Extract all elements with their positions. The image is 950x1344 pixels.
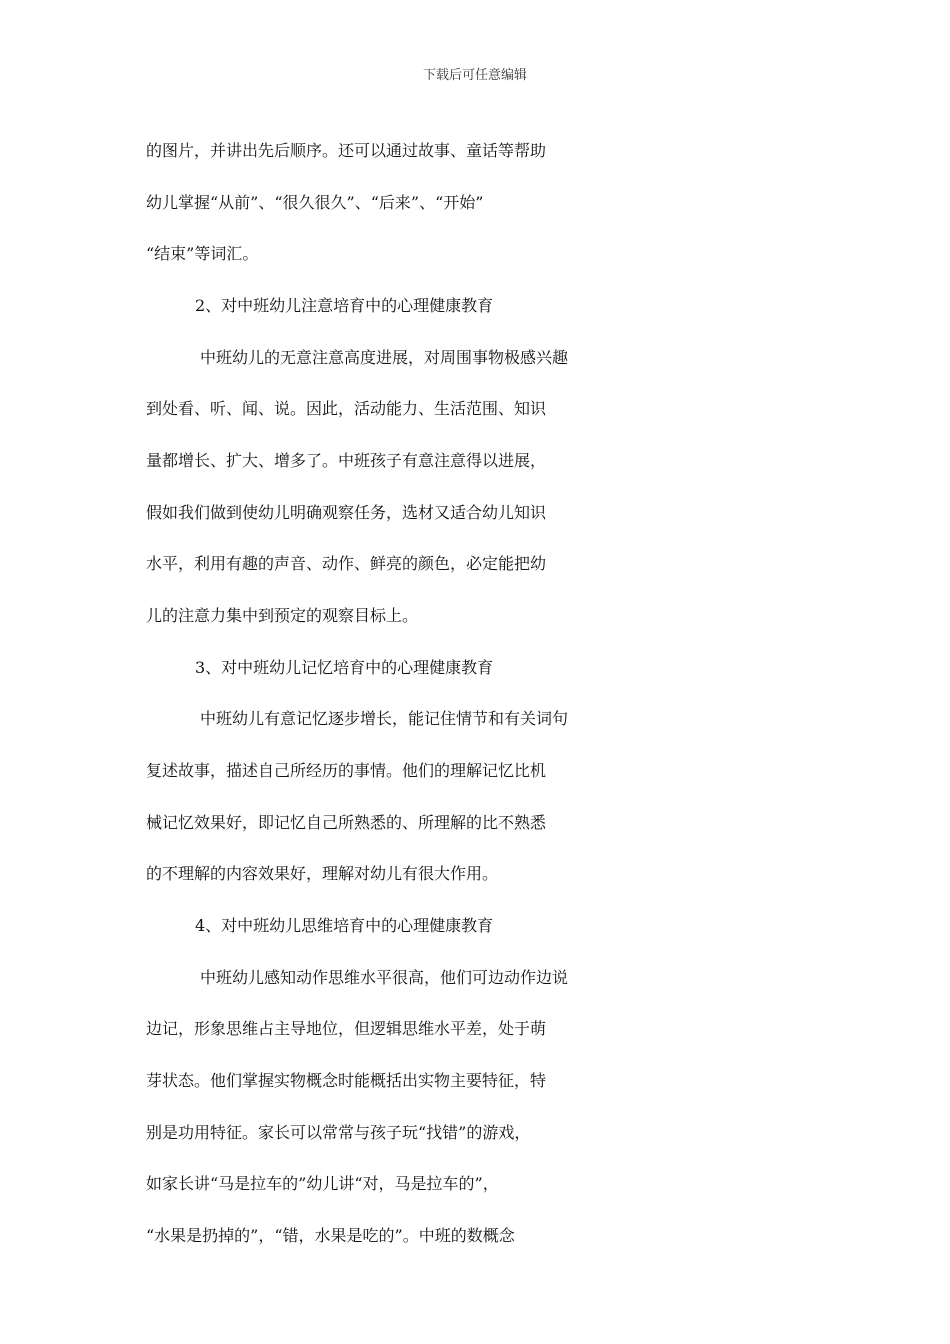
text-line: 的图片，并讲出先后顺序。还可以通过故事、童话等帮助 — [146, 141, 547, 160]
text-line: 水平，利用有趣的声音、动作、鲜亮的颜色，必定能把幼 — [146, 554, 547, 573]
section-heading: 4、对中班幼儿思维培育中的心理健康教育 — [195, 916, 494, 935]
text-line: 到处看、听、闻、说。因此，活动能力、生活范围、知识 — [146, 399, 547, 418]
text-line: 的不理解的内容效果好，理解对幼儿有很大作用。 — [146, 864, 499, 883]
text-line: 械记忆效果好，即记忆自己所熟悉的、所理解的比不熟悉 — [146, 813, 547, 832]
text-line: 别是功用特征。家长可以常常与孩子玩“找错”的游戏， — [146, 1123, 531, 1142]
text-line: 假如我们做到使幼儿明确观察任务，选材又适合幼儿知识 — [146, 503, 547, 522]
text-line: 边记，形象思维占主导地位，但逻辑思维水平差，处于萌 — [146, 1019, 547, 1038]
text-line: “水果是扔掉的”，“错，水果是吃的”。中班的数概念 — [146, 1226, 515, 1245]
text-line: 量都增长、扩大、增多了。中班孩子有意注意得以进展， — [146, 451, 547, 470]
text-line: “结束”等词汇。 — [146, 244, 259, 263]
text-line: 幼儿掌握“从前”、“很久很久”、“后来”、“开始” — [146, 193, 484, 212]
section-heading: 3、对中班幼儿记忆培育中的心理健康教育 — [195, 658, 494, 677]
page-header: 下载后可任意编辑 — [422, 68, 527, 83]
text-line: 儿的注意力集中到预定的观察目标上。 — [146, 606, 419, 625]
text-line: 如家长讲“马是拉车的”幼儿讲“对，马是拉车的”， — [146, 1174, 499, 1193]
text-line: 中班幼儿的无意注意高度进展，对周围事物极感兴趣 — [200, 348, 569, 367]
section-heading: 2、对中班幼儿注意培育中的心理健康教育 — [195, 296, 494, 315]
text-line: 中班幼儿感知动作思维水平很高，他们可边动作边说 — [200, 968, 569, 987]
text-line: 中班幼儿有意记忆逐步增长，能记住情节和有关词句 — [200, 709, 569, 728]
text-line: 芽状态。他们掌握实物概念时能概括出实物主要特征，特 — [146, 1071, 547, 1090]
text-line: 复述故事，描述自己所经历的事情。他们的理解记忆比机 — [146, 761, 547, 780]
